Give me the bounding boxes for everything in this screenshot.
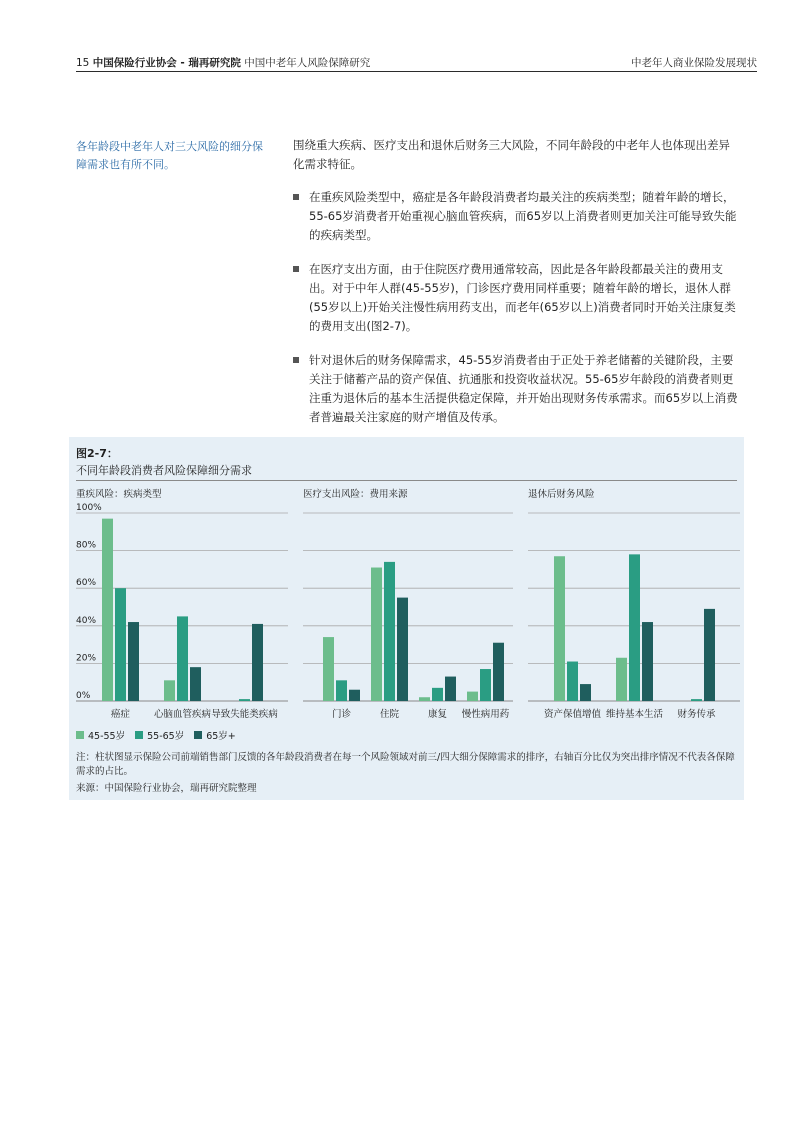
- legend-item: [194, 728, 236, 742]
- legend-item: [135, 728, 184, 742]
- intro-paragraph: 围绕重大疾病、医疗支出和退休后财务三大风险，不同年龄段的中老年人也体现出差异化需求特征。: [293, 138, 730, 171]
- body-text: [293, 136, 739, 442]
- header-left: [76, 55, 370, 70]
- x-tick-label: 心脑血管疾病: [153, 709, 212, 720]
- bar: [580, 684, 591, 701]
- legend-swatch: [135, 731, 143, 739]
- x-tick-label: 慢性病用药: [461, 709, 510, 720]
- figure-2-7: [69, 437, 744, 800]
- header-report-title: 中国中老年人风险保障研究: [244, 57, 371, 69]
- bar: [554, 556, 565, 701]
- bar: [115, 588, 126, 701]
- y-tick-label: 40%: [76, 615, 97, 626]
- bar: [629, 554, 640, 701]
- legend-swatch: [76, 731, 84, 739]
- bullet-list: [293, 188, 739, 427]
- bar: [384, 562, 395, 701]
- x-tick-label: 财务传承: [677, 709, 716, 720]
- bar: [349, 690, 360, 701]
- legend-label: 65岁+: [206, 731, 236, 742]
- bar: [567, 662, 578, 701]
- y-tick-label: 80%: [76, 540, 97, 551]
- bar: [177, 616, 188, 701]
- square-bullet-icon: [293, 357, 299, 363]
- legend-item: [76, 728, 125, 742]
- legend-swatch: [194, 731, 202, 739]
- legend-label: 55-65岁: [147, 731, 185, 742]
- x-tick-label: 癌症: [110, 709, 131, 720]
- bullet-item: [293, 188, 739, 245]
- figure-title: 不同年龄段消费者风险保障细分需求: [76, 464, 252, 477]
- bullet-text: 在医疗支出方面，由于住院医疗费用通常较高，因此是各年龄段都最关注的费用支出。对于中年人群(45-55岁)，门诊医疗费用同样重要；随着年龄的增长，退休人群(55岁以上)开始关注慢性病用药支出，而老年(65岁以上)消费者同时开始关注康复类的费用支出(图2-7)。: [309, 262, 736, 333]
- bar: [493, 643, 504, 701]
- x-tick-label: 维持基本生活: [605, 709, 664, 720]
- bar: [432, 688, 443, 701]
- bar: [252, 624, 263, 701]
- bar: [642, 622, 653, 701]
- figure-number: 图2-7：: [76, 447, 118, 460]
- panel-title: 退休后财务风险: [528, 489, 595, 500]
- y-tick-label: 60%: [76, 578, 97, 589]
- side-note: 各年龄段中老年人对三大风险的细分保障需求也有所不同。: [76, 140, 263, 171]
- x-tick-label: 门诊: [331, 709, 352, 720]
- bar-chart: [69, 437, 744, 727]
- bullet-text: 在重疾风险类型中，癌症是各年龄段消费者均最关注的疾病类型；随着年龄的增长，55-65岁消费者开始重视心脑血管疾病，而65岁以上消费者则更加关注可能导致失能的疾病类型。: [309, 190, 737, 242]
- square-bullet-icon: [293, 266, 299, 272]
- bar: [397, 598, 408, 701]
- bar: [128, 622, 139, 701]
- y-tick-label: 20%: [76, 653, 97, 664]
- page-header: [0, 0, 793, 72]
- bar: [704, 609, 715, 701]
- bullet-item: [293, 260, 739, 336]
- bar: [336, 680, 347, 701]
- legend-label: 45-55岁: [88, 731, 126, 742]
- bar: [102, 519, 113, 701]
- y-tick-label: 0%: [76, 691, 91, 701]
- x-tick-label: 导致失能类疾病: [211, 709, 278, 720]
- chart-legend: [76, 728, 236, 742]
- bar: [190, 667, 201, 701]
- bar: [691, 699, 702, 701]
- bullet-text: 针对退休后的财务保障需求，45-55岁消费者由于正处于养老储蓄的关键阶段，主要关注于储蓄产品的资产保值、抗通胀和投资收益状况。55-65岁年龄段的消费者则更注重为退休后的基本生活提供稳定保障，并开始出现财务传承需求。而65岁以上消费者普遍最关注家庭的财产增值及传承。: [309, 353, 738, 424]
- square-bullet-icon: [293, 194, 299, 200]
- bar: [480, 669, 491, 701]
- header-rule: [76, 71, 757, 72]
- x-tick-label: 住院: [379, 709, 400, 720]
- panel-title: 医疗支出风险：费用来源: [303, 489, 408, 500]
- x-tick-label: 康复: [427, 709, 448, 720]
- bar: [419, 697, 430, 701]
- panel-title: 重疾风险：疾病类型: [76, 489, 162, 500]
- bar: [371, 568, 382, 701]
- header-org: 中国保险行业协会 - 瑞再研究院: [92, 57, 241, 69]
- bar: [164, 680, 175, 701]
- bar: [239, 699, 250, 701]
- header-section-title: 中老年人商业保险发展现状: [631, 57, 757, 69]
- bullet-item: [293, 351, 739, 427]
- x-tick-label: 资产保值增值: [543, 709, 602, 720]
- figure-source: 来源：中国保险行业协会，瑞再研究院整理: [76, 783, 257, 794]
- bar: [445, 677, 456, 701]
- bar: [616, 658, 627, 701]
- page-number: 15: [76, 57, 90, 69]
- bar: [467, 692, 478, 701]
- y-tick-label: 100%: [76, 503, 102, 513]
- figure-note: 注：柱状图显示保险公司前端销售部门反馈的各年龄段消费者在每一个风险领域对前三/四大细分保障需求的排序，右轴百分比仅为突出排序情况不代表各保障需求的占比。: [76, 752, 735, 777]
- bar: [323, 637, 334, 701]
